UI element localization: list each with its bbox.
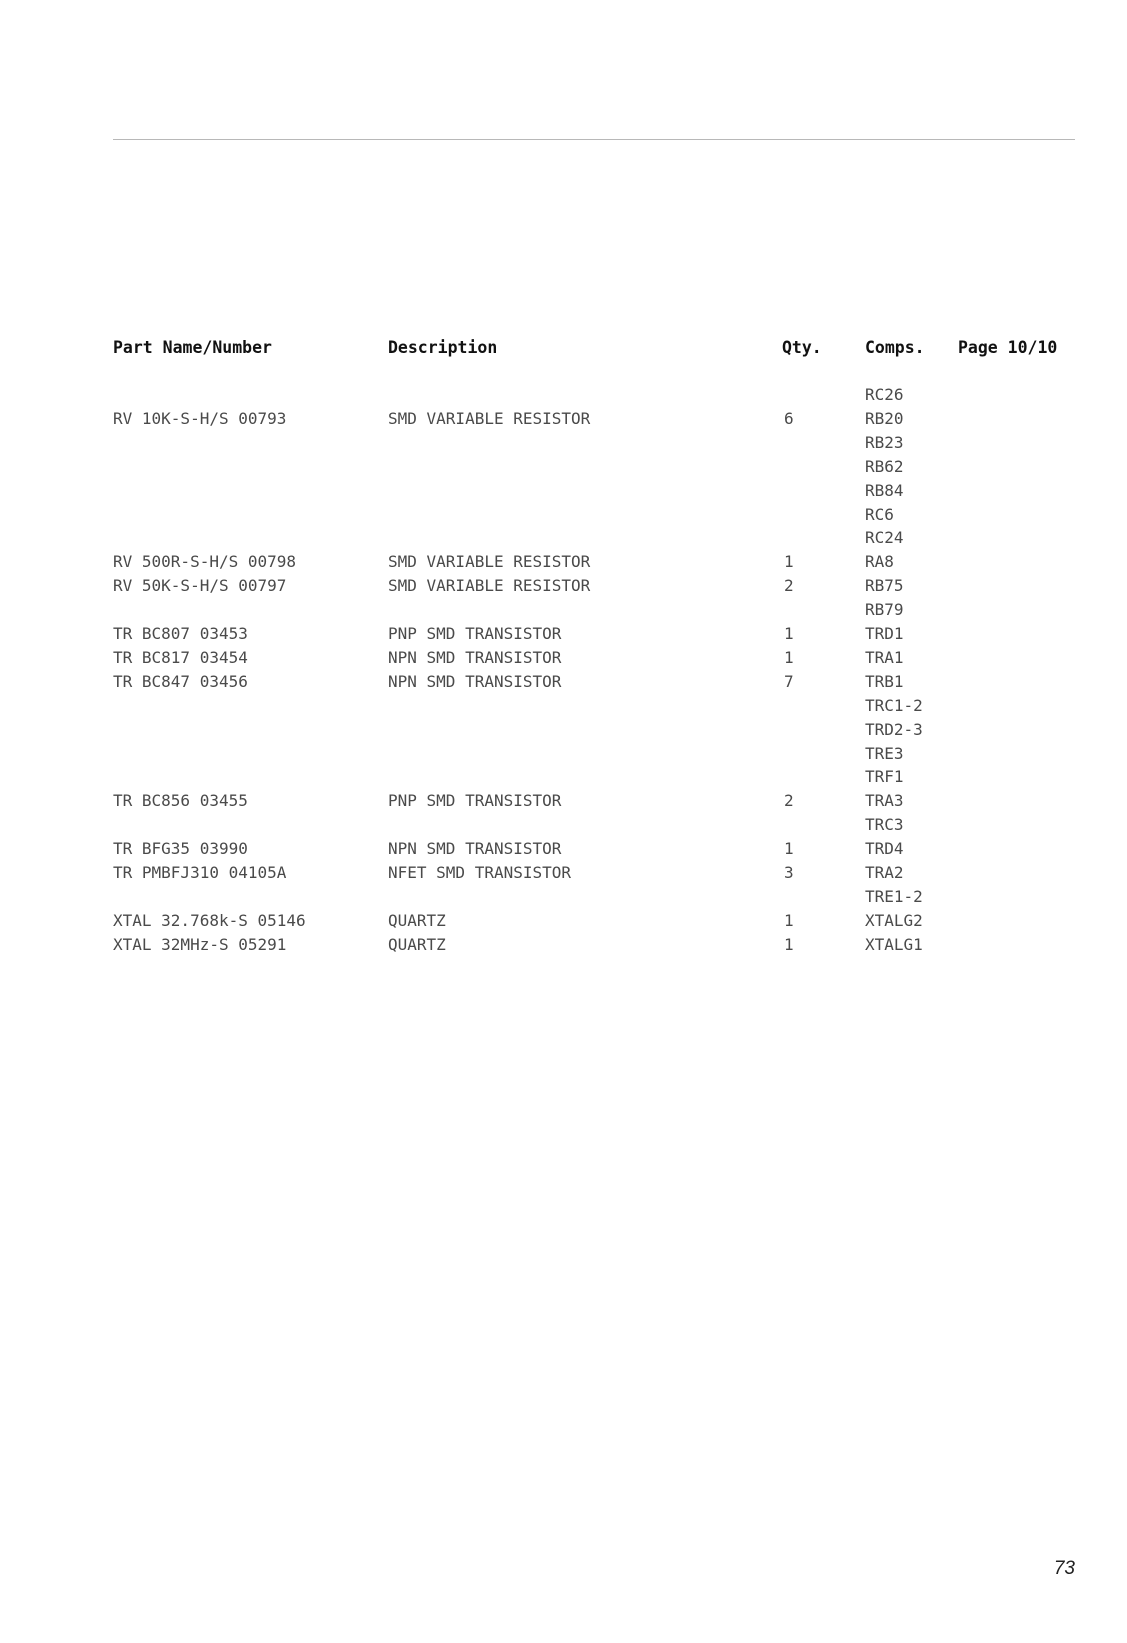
comps-cell: RC24 — [865, 528, 904, 548]
col-header-description: Description — [388, 338, 498, 357]
part-cell: TR BC807 03453 — [113, 624, 248, 643]
description-cell: QUARTZ — [388, 910, 446, 930]
part-cell: TR BC817 03454 — [113, 647, 248, 667]
part-cell: RV 50K-S-H/S 00797 — [113, 576, 287, 596]
comps-cell: RB62 — [865, 456, 904, 476]
comps-cell: TRD1 — [865, 624, 904, 643]
comps-cell: TRE1-2 — [865, 886, 923, 906]
col-header-comps: Comps. — [865, 338, 925, 357]
description-cell: SMD VARIABLE RESISTOR — [388, 408, 591, 428]
part-cell: XTAL 32MHz-S 05291 — [113, 934, 287, 954]
comps-cell: RB75 — [865, 576, 904, 596]
comps-cell: TRC3 — [865, 815, 904, 835]
description-cell: NFET SMD TRANSISTOR — [388, 863, 572, 882]
qty-cell: 1 — [784, 910, 794, 930]
qty-cell: 1 — [784, 839, 794, 859]
comps-cell: RC26 — [865, 385, 904, 404]
page-indicator: Page 10/10 — [958, 338, 1058, 357]
comps-cell: TRC1-2 — [865, 695, 923, 715]
comps-cell: TRF1 — [865, 767, 904, 787]
comps-cell: RB84 — [865, 480, 904, 500]
comps-cell: RB79 — [865, 600, 904, 620]
part-cell: RV 500R-S-H/S 00798 — [113, 552, 297, 572]
comps-cell: TRD4 — [865, 839, 904, 859]
comps-cell: TRA1 — [865, 647, 904, 667]
qty-cell: 1 — [784, 552, 794, 572]
description-cell: NPN SMD TRANSISTOR — [388, 839, 562, 859]
part-cell: XTAL 32.768k-S 05146 — [113, 910, 306, 930]
description-cell: SMD VARIABLE RESISTOR — [388, 552, 591, 572]
comps-cell: TRA3 — [865, 791, 904, 811]
description-cell: QUARTZ — [388, 934, 446, 954]
comps-cell: TRB1 — [865, 671, 904, 691]
qty-cell: 1 — [784, 647, 794, 667]
description-cell: PNP SMD TRANSISTOR — [388, 624, 562, 643]
part-cell: RV 10K-S-H/S 00793 — [113, 408, 287, 428]
comps-cell: TRE3 — [865, 743, 904, 763]
qty-cell: 1 — [784, 934, 794, 954]
description-cell: NPN SMD TRANSISTOR — [388, 671, 562, 691]
comps-cell: RA8 — [865, 552, 894, 572]
col-header-part: Part Name/Number — [113, 338, 272, 357]
comps-cell: XTALG1 — [865, 934, 923, 954]
qty-cell: 3 — [784, 863, 794, 882]
comps-cell: XTALG2 — [865, 910, 923, 930]
comps-cell: RB23 — [865, 432, 904, 452]
part-cell: TR PMBFJ310 04105A — [113, 863, 287, 882]
description-cell: PNP SMD TRANSISTOR — [388, 791, 562, 811]
header-rule — [113, 139, 1075, 140]
comps-cell: TRA2 — [865, 863, 904, 882]
comps-cell: TRD2-3 — [865, 719, 923, 739]
description-cell: NPN SMD TRANSISTOR — [388, 647, 562, 667]
comps-cell: RC6 — [865, 504, 894, 524]
qty-cell: 7 — [784, 671, 794, 691]
qty-cell: 6 — [784, 408, 794, 428]
description-cell: SMD VARIABLE RESISTOR — [388, 576, 591, 596]
comps-cell: RB20 — [865, 408, 904, 428]
qty-cell: 2 — [784, 576, 794, 596]
qty-cell: 1 — [784, 624, 794, 643]
page-number: 73 — [1053, 1558, 1075, 1579]
part-cell: TR BFG35 03990 — [113, 839, 248, 859]
qty-cell: 2 — [784, 791, 794, 811]
part-cell: TR BC856 03455 — [113, 791, 248, 811]
col-header-qty: Qty. — [782, 338, 822, 357]
part-cell: TR BC847 03456 — [113, 671, 248, 691]
